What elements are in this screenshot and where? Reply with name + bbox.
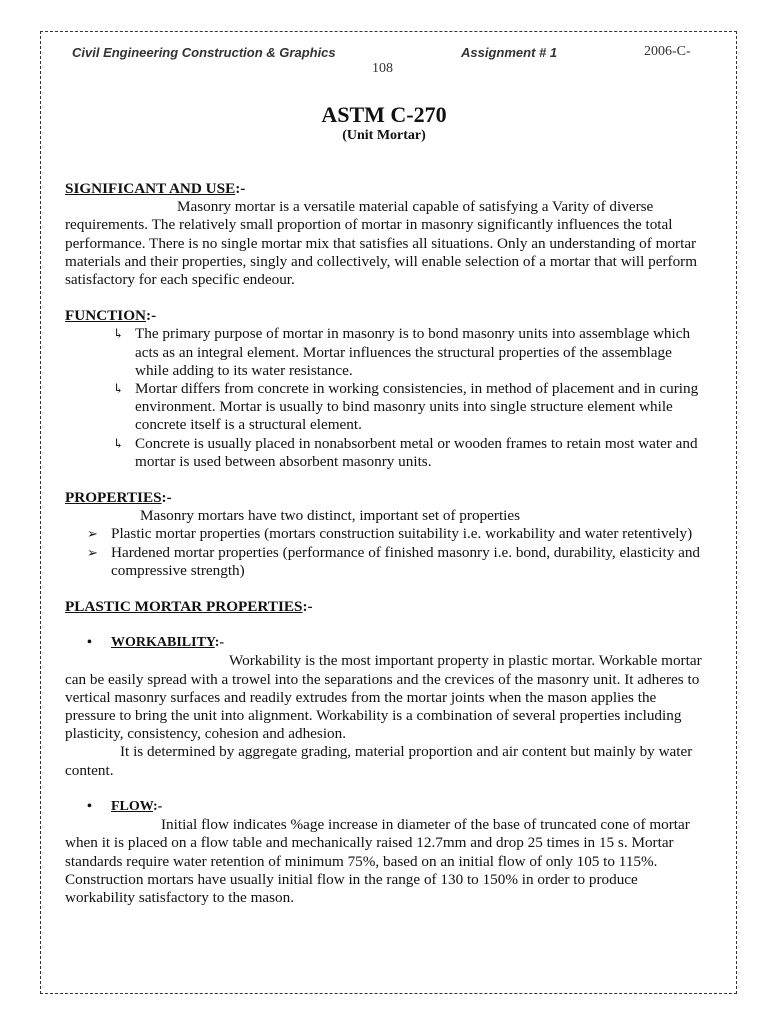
workability-paragraph: Workability is the most important property in plastic mortar. Workable mortar can be easily spread with a trowel into the separations and the crevices of the masonry unit. It adheres to vertical masonry surfaces and readily extrudes from the mortar joints when the mason applies the pressure to bring the unit into alignment. Workability is a combination of several properties including plasticity, consistency, cohesion and adhesion. [65,652,702,743]
section-heading: PLASTIC MORTAR PROPERTIES:- [65,598,313,616]
flow-paragraph: Initial flow indicates %age increase in diameter of the base of truncated cone of mortar when it is placed on a flow table and mechanically raised 12.7mm and drop 25 times in 15 s. Mortar standards require water retention of minimum 75%, based on an initial flow of only 105 to 115%. Construction mortars have usually initial flow in the range of 130 to 150% in order to produce workability satisfactory to the mason. [65,816,690,906]
document-title: ASTM C-270 [321,102,447,127]
subsection-heading-flow: • FLOW:- [65,798,705,816]
dot-bullet-icon: • [87,635,92,651]
roll-number-part1: 2006-C- [644,44,691,59]
section-heading: PROPERTIES:- [65,489,172,507]
workability-paragraph-2: It is determined by aggregate grading, material proportion and air content but mainly by water content. [65,743,693,779]
section-function [65,307,705,471]
section-properties [65,489,705,580]
section-plastic [65,598,705,907]
list-item: ↳ Concrete is usually placed in nonabsorbent metal or wooden frames to retain most water and mortar is used between absorbent masonry units. [113,434,698,470]
section-heading: SIGNIFICANT AND USE:- [65,180,246,197]
dot-bullet-icon: • [87,798,92,814]
list-item: ↳ Mortar differs from concrete in working consistencies, in method of placement and in curing environment. Mortar is usually to bind masonry units into single structure element while concrete itself is a structural element. [113,380,699,434]
section-significant [65,180,705,289]
roll-number-part2: 108 [372,61,393,76]
assignment-label: Assignment # 1 [461,45,558,60]
properties-list [65,525,705,580]
arrow-bullet-icon: ↳ [113,435,124,451]
section-heading: FUNCTION:- [65,307,157,325]
arrow-bullet-icon: ↳ [113,381,124,397]
document-body [65,180,705,907]
chevron-bullet-icon: ➢ [87,526,98,542]
course-title: Civil Engineering Construction & Graphics [72,45,336,60]
list-item: ➢ Hardened mortar properties (performance of finished masonry i.e. bond, durability, elasticity and compressive strength) [87,543,701,579]
page-header [0,44,768,80]
subsection-heading-workability: • WORKABILITY:- [65,634,705,652]
arrow-bullet-icon: ↳ [113,326,124,342]
function-list [65,325,705,471]
document-subtitle: (Unit Mortar) [342,128,426,143]
chevron-bullet-icon: ➢ [87,544,98,560]
list-item: ➢ Plastic mortar properties (mortars construction suitability i.e. workability and water retentively) [87,525,693,543]
section-intro: Masonry mortars have two distinct, important set of properties [140,507,521,525]
section-paragraph: Masonry mortar is a versatile material capable of satisfying a Varity of diverse requirements. The relatively small proportion of mortar in masonry significantly influences the total performance. There is no single mortar mix that satisfies all situations. Only an understanding of mortar materials and their properties, singly and collectively, will enable selection of a mortar that will perform satisfactory for each specific endeour. [65,198,698,289]
list-item: ↳ The primary purpose of mortar in masonry is to bond masonry units into assemblage which acts as an integral element. Mortar influences the structural properties of the assemblage while adding to its water resistance. [113,325,691,379]
